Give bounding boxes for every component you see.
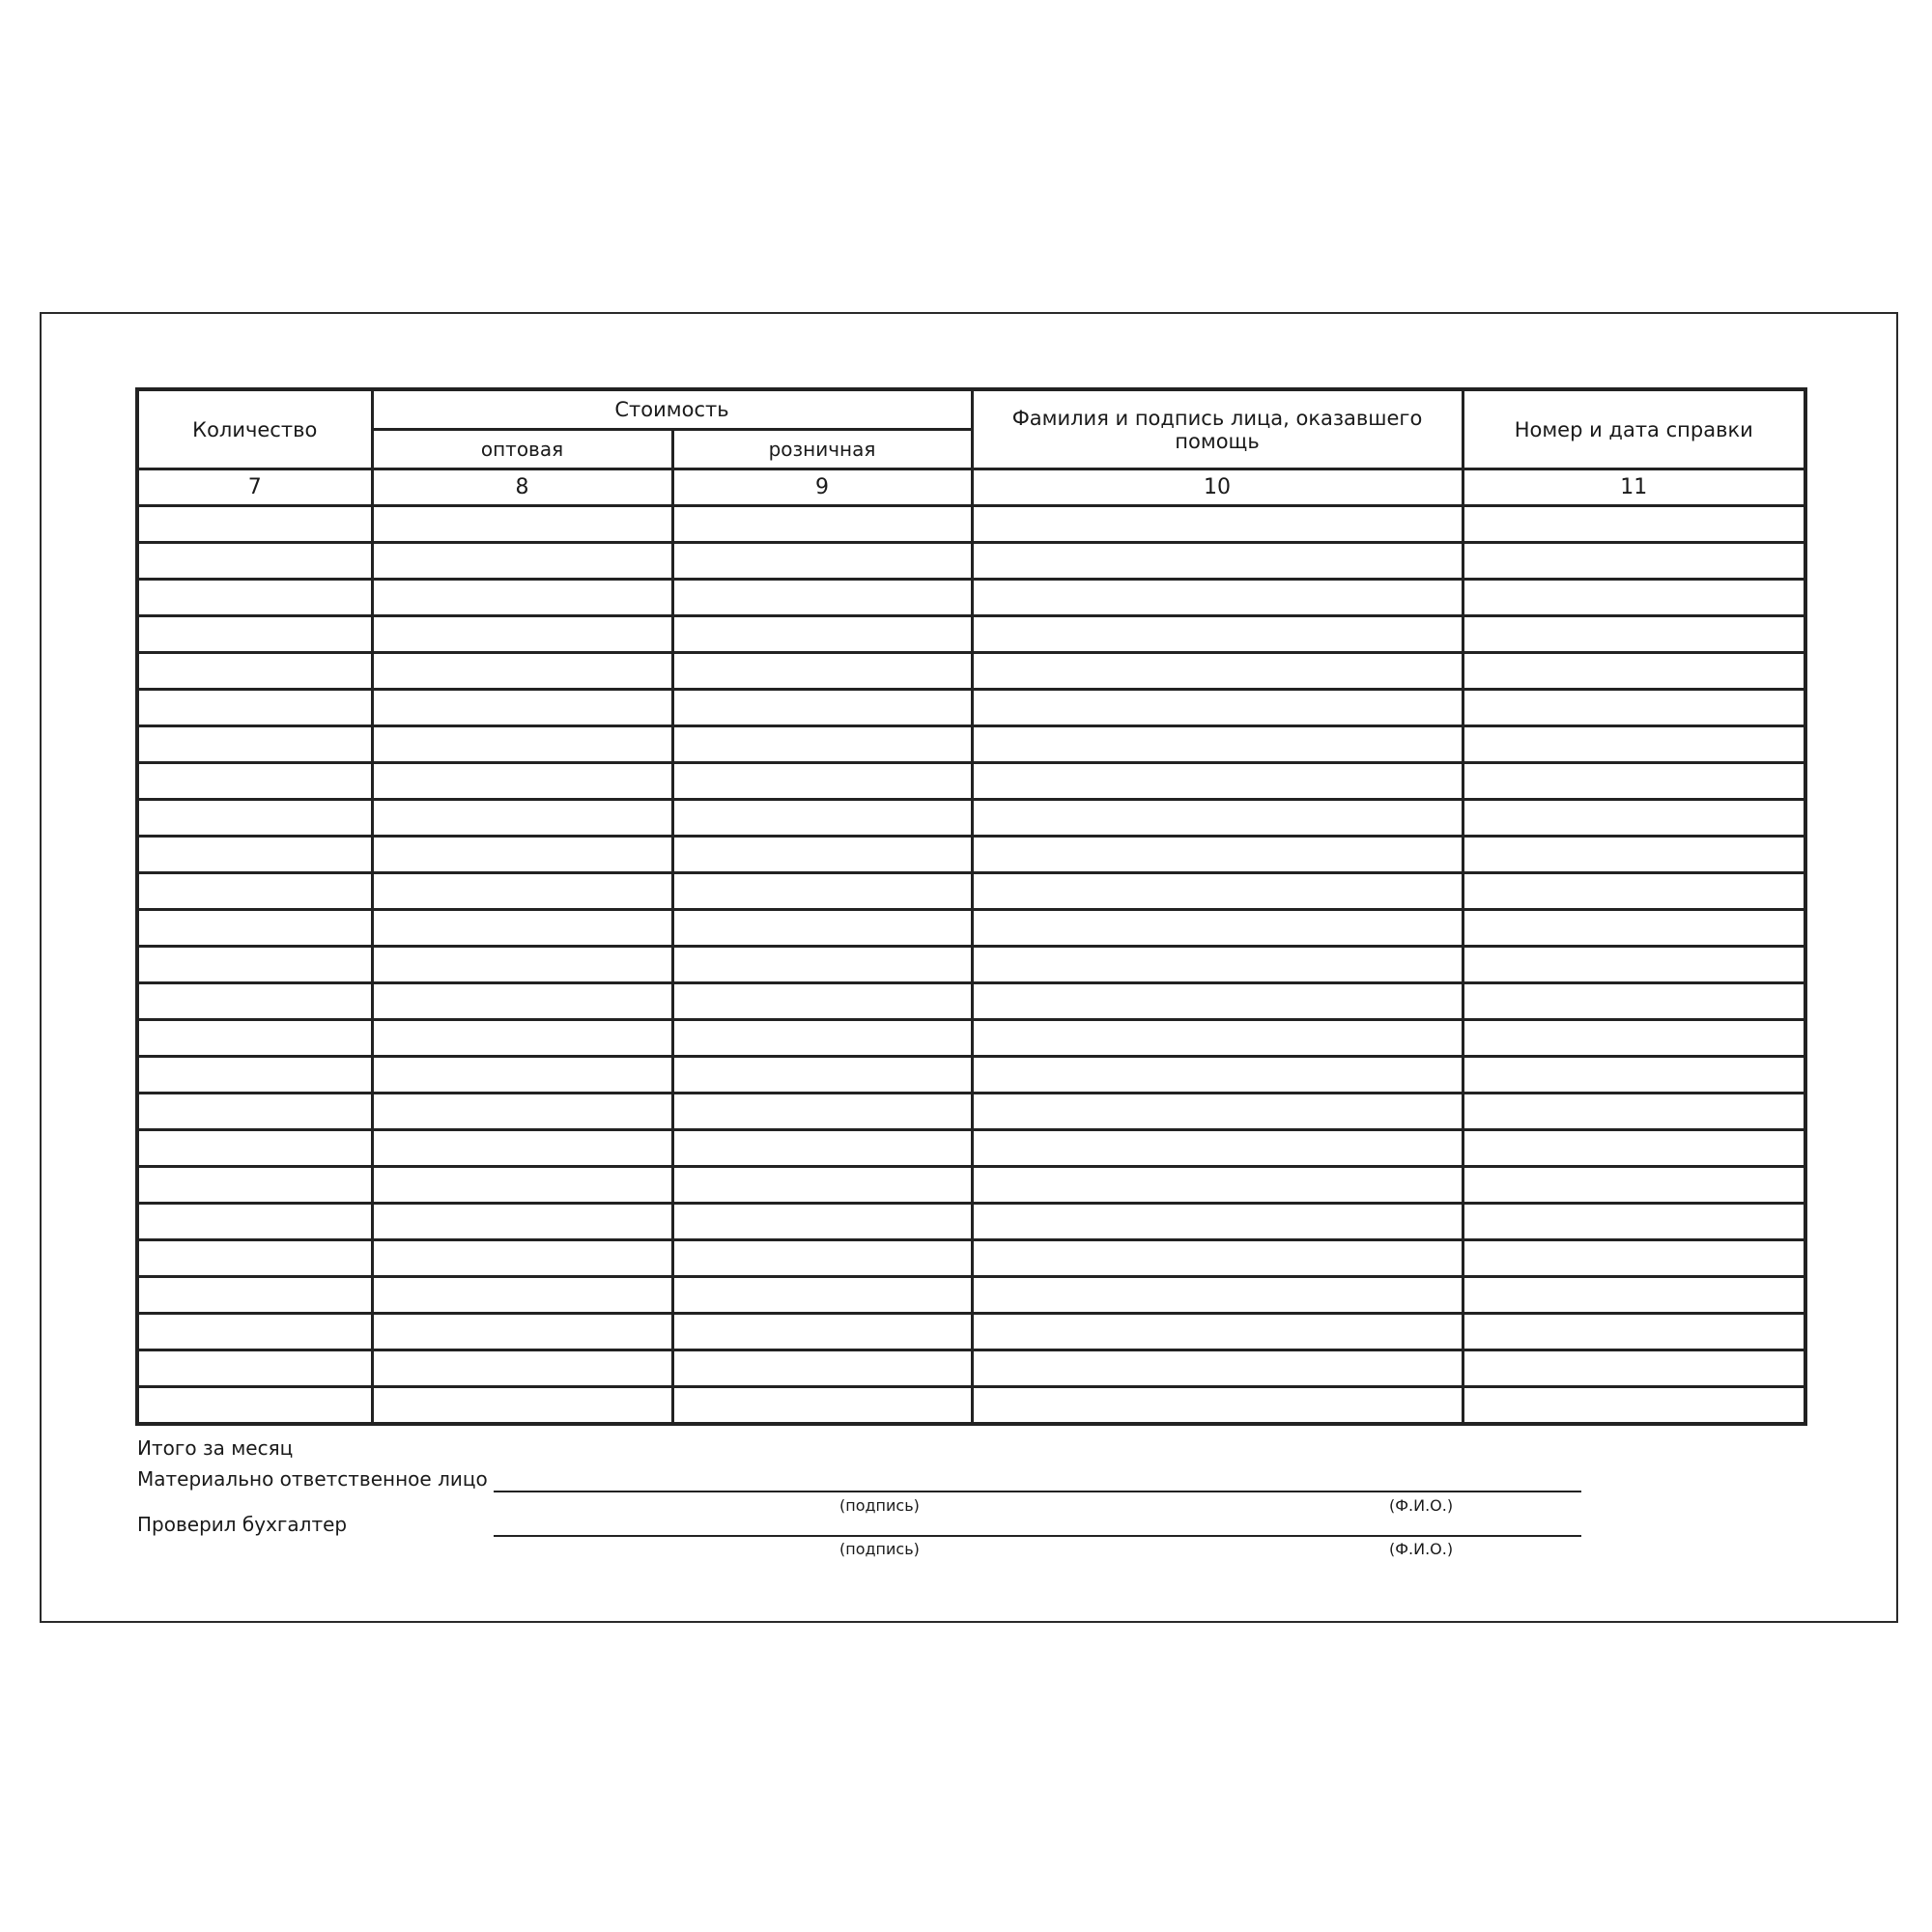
- table-cell[interactable]: [372, 1240, 672, 1277]
- column-number-row: [137, 469, 1805, 506]
- table-row: [137, 873, 1805, 910]
- table-cell[interactable]: [972, 1387, 1463, 1425]
- table-cell[interactable]: [1463, 983, 1805, 1020]
- table-cell[interactable]: [137, 1387, 372, 1425]
- table-cell[interactable]: [1463, 1387, 1805, 1425]
- column-number: 10: [972, 469, 1463, 506]
- table-row: [137, 1277, 1805, 1314]
- table-cell[interactable]: [1463, 947, 1805, 983]
- column-number: 7: [137, 469, 372, 506]
- table-cell[interactable]: [672, 1204, 972, 1240]
- table-row: [137, 1167, 1805, 1204]
- table-cell[interactable]: [672, 1314, 972, 1350]
- table-cell[interactable]: [372, 1094, 672, 1130]
- table-cell[interactable]: [972, 616, 1463, 653]
- table-cell[interactable]: [672, 1094, 972, 1130]
- accountant-label: Проверил бухгалтер: [137, 1513, 348, 1536]
- table-row: [137, 1020, 1805, 1057]
- table-cell[interactable]: [672, 763, 972, 800]
- accountant-name-caption: (Ф.И.О.): [1389, 1540, 1454, 1558]
- table-cell[interactable]: [672, 1387, 972, 1425]
- table-cell[interactable]: [972, 1020, 1463, 1057]
- table-cell[interactable]: [972, 1350, 1463, 1387]
- table-row: [137, 1387, 1805, 1425]
- table-cell[interactable]: [372, 1204, 672, 1240]
- table-cell[interactable]: [672, 983, 972, 1020]
- responsible-signature-caption: (подпись): [839, 1496, 920, 1515]
- table-row: [137, 837, 1805, 873]
- table-cell[interactable]: [372, 1130, 672, 1167]
- table-row: [137, 1057, 1805, 1094]
- table-cell[interactable]: [972, 1314, 1463, 1350]
- table-cell[interactable]: [372, 1277, 672, 1314]
- table-row: [137, 947, 1805, 983]
- table-cell[interactable]: [372, 1020, 672, 1057]
- table-cell[interactable]: [672, 837, 972, 873]
- table-cell[interactable]: [672, 910, 972, 947]
- table-cell[interactable]: [372, 947, 672, 983]
- table-cell[interactable]: [1463, 726, 1805, 763]
- table-cell[interactable]: [1463, 800, 1805, 837]
- table-cell[interactable]: [1463, 873, 1805, 910]
- header-cost: Стоимость: [372, 389, 972, 430]
- table-row: [137, 543, 1805, 580]
- header-certificate: Номер и дата справки: [1463, 389, 1805, 469]
- table-cell[interactable]: [972, 690, 1463, 726]
- table-cell[interactable]: [137, 1204, 372, 1240]
- table-cell[interactable]: [137, 1314, 372, 1350]
- table-cell[interactable]: [672, 1130, 972, 1167]
- table-cell[interactable]: [137, 1094, 372, 1130]
- table-cell[interactable]: [972, 506, 1463, 543]
- table-cell[interactable]: [972, 726, 1463, 763]
- table-cell[interactable]: [372, 726, 672, 763]
- table-cell[interactable]: [972, 580, 1463, 616]
- header-wholesale: оптовая: [372, 430, 672, 469]
- table-cell[interactable]: [972, 1240, 1463, 1277]
- table-cell[interactable]: [972, 873, 1463, 910]
- table-cell[interactable]: [1463, 580, 1805, 616]
- table-cell[interactable]: [1463, 506, 1805, 543]
- table-cell[interactable]: [137, 837, 372, 873]
- table-row: [137, 1240, 1805, 1277]
- table-cell[interactable]: [972, 653, 1463, 690]
- table-cell[interactable]: [137, 947, 372, 983]
- table-row: [137, 1314, 1805, 1350]
- table-cell[interactable]: [972, 983, 1463, 1020]
- table-cell[interactable]: [1463, 1094, 1805, 1130]
- table-cell[interactable]: [1463, 616, 1805, 653]
- table-row: [137, 1094, 1805, 1130]
- table-row: [137, 800, 1805, 837]
- table-cell[interactable]: [1463, 1130, 1805, 1167]
- table-cell[interactable]: [1463, 837, 1805, 873]
- table-row: [137, 653, 1805, 690]
- table-cell[interactable]: [672, 653, 972, 690]
- table-cell[interactable]: [672, 1020, 972, 1057]
- table-cell[interactable]: [1463, 653, 1805, 690]
- table-cell[interactable]: [137, 580, 372, 616]
- table-cell[interactable]: [1463, 763, 1805, 800]
- table-cell[interactable]: [372, 506, 672, 543]
- table-row: [137, 1204, 1805, 1240]
- table-row: [137, 580, 1805, 616]
- table-cell[interactable]: [372, 653, 672, 690]
- table-cell[interactable]: [372, 580, 672, 616]
- table-cell[interactable]: [372, 837, 672, 873]
- total-label: Итого за месяц: [137, 1436, 294, 1460]
- table-cell[interactable]: [972, 1094, 1463, 1130]
- table-cell[interactable]: [672, 580, 972, 616]
- table-cell[interactable]: [137, 690, 372, 726]
- table-cell[interactable]: [1463, 1314, 1805, 1350]
- table-cell[interactable]: [137, 653, 372, 690]
- table-cell[interactable]: [672, 1167, 972, 1204]
- table-cell[interactable]: [1463, 1057, 1805, 1094]
- table-cell[interactable]: [137, 726, 372, 763]
- accountant-signature-caption: (подпись): [839, 1540, 920, 1558]
- table-cell[interactable]: [137, 910, 372, 947]
- table-cell[interactable]: [1463, 1350, 1805, 1387]
- table-cell[interactable]: [972, 1130, 1463, 1167]
- table-cell[interactable]: [372, 616, 672, 653]
- table-cell[interactable]: [672, 726, 972, 763]
- header-retail: розничная: [672, 430, 972, 469]
- table-cell[interactable]: [672, 690, 972, 726]
- header-quantity: Количество: [137, 389, 372, 469]
- header-row-top: [137, 389, 1805, 430]
- responsible-name-caption: (Ф.И.О.): [1389, 1496, 1454, 1515]
- table-cell[interactable]: [372, 763, 672, 800]
- column-number: 8: [372, 469, 672, 506]
- table-cell[interactable]: [137, 543, 372, 580]
- responsible-person-label: Материально ответственное лицо: [137, 1467, 488, 1491]
- responsible-signature-line[interactable]: [494, 1491, 1581, 1492]
- table-cell[interactable]: [672, 506, 972, 543]
- table-cell[interactable]: [672, 800, 972, 837]
- table-cell[interactable]: [672, 1240, 972, 1277]
- table-cell[interactable]: [137, 800, 372, 837]
- table-cell[interactable]: [972, 1167, 1463, 1204]
- table-cell[interactable]: [672, 616, 972, 653]
- table-cell[interactable]: [1463, 1167, 1805, 1204]
- table-row: [137, 690, 1805, 726]
- table-cell[interactable]: [372, 690, 672, 726]
- table-row: [137, 1130, 1805, 1167]
- table-cell[interactable]: [372, 1314, 672, 1350]
- table-cell[interactable]: [372, 1057, 672, 1094]
- table-cell[interactable]: [672, 1057, 972, 1094]
- table-cell[interactable]: [1463, 1204, 1805, 1240]
- table-cell[interactable]: [972, 947, 1463, 983]
- table-row: [137, 763, 1805, 800]
- table-cell[interactable]: [372, 1167, 672, 1204]
- table-cell[interactable]: [137, 616, 372, 653]
- table-cell[interactable]: [137, 1277, 372, 1314]
- table-cell[interactable]: [672, 1277, 972, 1314]
- table-cell[interactable]: [372, 983, 672, 1020]
- table-row: [137, 1350, 1805, 1387]
- column-number: 9: [672, 469, 972, 506]
- table-row: [137, 616, 1805, 653]
- table-cell[interactable]: [1463, 543, 1805, 580]
- table-row: [137, 506, 1805, 543]
- header-helper-name: Фамилия и подпись лица, оказавшего помощь: [972, 389, 1463, 469]
- table-cell[interactable]: [372, 1387, 672, 1425]
- table-cell[interactable]: [372, 1350, 672, 1387]
- table-cell[interactable]: [1463, 1020, 1805, 1057]
- table-cell[interactable]: [137, 1057, 372, 1094]
- table-cell[interactable]: [137, 1167, 372, 1204]
- table-cell[interactable]: [672, 1350, 972, 1387]
- table-cell[interactable]: [137, 506, 372, 543]
- table-cell[interactable]: [1463, 1240, 1805, 1277]
- table-cell[interactable]: [372, 910, 672, 947]
- accountant-signature-line[interactable]: [494, 1535, 1581, 1537]
- table-cell[interactable]: [137, 1240, 372, 1277]
- column-number: 11: [1463, 469, 1805, 506]
- table-cell[interactable]: [137, 763, 372, 800]
- table-cell[interactable]: [137, 1130, 372, 1167]
- table-cell[interactable]: [1463, 690, 1805, 726]
- ledger-table: [135, 387, 1807, 1426]
- table-cell[interactable]: [972, 1277, 1463, 1314]
- table-cell[interactable]: [1463, 910, 1805, 947]
- table-cell[interactable]: [372, 873, 672, 910]
- table-cell[interactable]: [972, 910, 1463, 947]
- table-cell[interactable]: [137, 983, 372, 1020]
- table-cell[interactable]: [972, 1057, 1463, 1094]
- table-row: [137, 983, 1805, 1020]
- table-cell[interactable]: [972, 1204, 1463, 1240]
- table-cell[interactable]: [672, 543, 972, 580]
- table-cell[interactable]: [372, 543, 672, 580]
- table-cell[interactable]: [137, 1020, 372, 1057]
- table-cell[interactable]: [972, 763, 1463, 800]
- table-row: [137, 726, 1805, 763]
- table-cell[interactable]: [972, 837, 1463, 873]
- table-cell[interactable]: [137, 1350, 372, 1387]
- table-row: [137, 910, 1805, 947]
- table-cell[interactable]: [672, 947, 972, 983]
- blank-rows: [137, 506, 1805, 1425]
- table-cell[interactable]: [372, 800, 672, 837]
- table-cell[interactable]: [972, 800, 1463, 837]
- table-cell[interactable]: [1463, 1277, 1805, 1314]
- table-cell[interactable]: [672, 873, 972, 910]
- table-cell[interactable]: [972, 543, 1463, 580]
- table-cell[interactable]: [137, 873, 372, 910]
